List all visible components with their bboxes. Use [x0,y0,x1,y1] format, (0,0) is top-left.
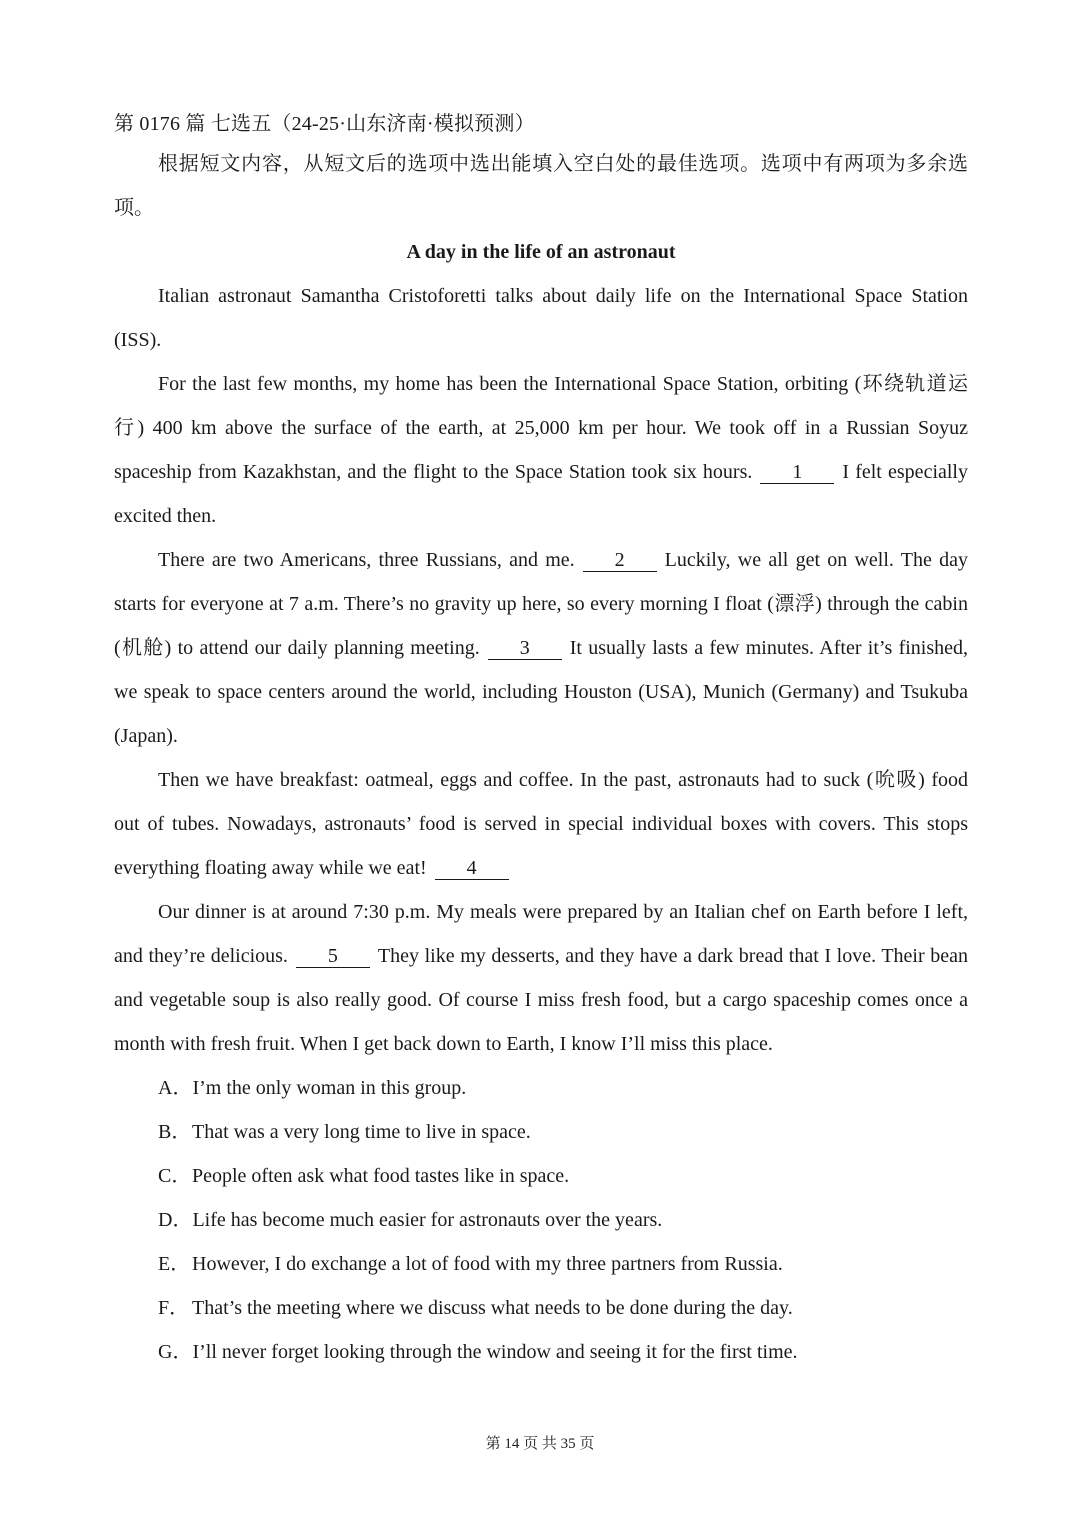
paragraph-text: For the last few months, my home has been the International Space Station, orbiting (环绕轨道运行) 400 km above the surface of the earth, at 25,000 km per hour. We took off in a Russian Soyuz spaceship from Kazakhstan, and the flight to the Space Station took six hours. [114,373,968,483]
passage-intro: Italian astronaut Samantha Cristoforetti talks about daily life on the International Space Station (ISS). [114,285,968,351]
answer-blank-5[interactable]: 5 [296,945,370,968]
answer-blank-2[interactable]: 2 [583,549,657,572]
passage-paragraph-2 [114,538,968,758]
option-g [114,1330,968,1374]
option-f [114,1286,968,1330]
option-text: I’ll never forget looking through the window and seeing it for the first time. [192,1341,798,1363]
option-text: That’s the meeting where we discuss what needs to be done during the day. [192,1297,793,1319]
option-b [114,1110,968,1154]
paragraph-text: It usually lasts a few minutes. After it’s finished, we speak to space centers around the world, including Houston (USA), Munich (Germany) and Tsukuba (Japan). [114,637,969,747]
option-letter: D． [158,1209,193,1231]
option-text: People often ask what food tastes like in space. [192,1165,570,1187]
option-text: However, I do exchange a lot of food with my three partners from Russia. [192,1253,783,1275]
option-d [114,1198,968,1242]
option-e [114,1242,968,1286]
document-page [114,106,968,1374]
option-a [114,1066,968,1110]
option-letter: F． [158,1297,190,1319]
answer-options-list [114,1066,968,1374]
page-footer: 第 14 页 共 35 页 [485,1436,595,1452]
option-letter: A． [158,1077,193,1099]
option-text: I’m the only woman in this group. [192,1077,467,1099]
option-c [114,1154,968,1198]
paragraph-text: Our dinner is at around 7:30 p.m. My meals were prepared by an Italian chef on Earth before I left, and they’re delicious. [114,901,968,967]
paragraph-text: Luckily, we all get on well. The day starts for everyone at 7 a.m. There’s no gravity up here, so every morning I float (漂浮) through the cabin (机舱) to attend our daily planning meeting. [114,549,968,659]
option-text: Life has become much easier for astronauts over the years. [192,1209,663,1231]
paragraph-text: Then we have breakfast: oatmeal, eggs and coffee. In the past, astronauts had to suck (吮吸) food out of tubes. Nowadays, astronauts’ food is served in special individual boxes with covers. This stops everything floating away while we eat! [114,769,968,879]
answer-blank-4[interactable]: 4 [435,857,509,880]
paragraph-text: They like my desserts, and they have a dark bread that I love. Their bean and vegetable soup is also really good. Of course I miss fresh food, but a cargo spaceship comes once a month with fresh fruit. When I get back down to Earth, I know I’ll miss this place. [114,945,968,1055]
option-text: That was a very long time to live in space. [192,1121,531,1143]
passage-title: A day in the life of an astronaut [406,241,676,263]
option-letter: G． [158,1341,193,1363]
passage-paragraph-4 [114,890,968,1066]
option-letter: C． [158,1165,192,1187]
answer-blank-1[interactable]: 1 [760,461,834,484]
instruction-text: 根据短文内容，从短文后的选项中选出能填入空白处的最佳选项。选项中有两项为多余选项。 [114,153,968,219]
passage-paragraph-1 [114,362,968,538]
paragraph-text: I felt especially excited then. [114,461,968,527]
paragraph-text: There are two Americans, three Russians, and me. [158,549,575,571]
option-letter: B． [158,1121,192,1143]
answer-blank-3[interactable]: 3 [488,637,562,660]
option-letter: E． [158,1253,191,1275]
passage-paragraph-3 [114,758,968,890]
question-heading: 第 0176 篇 七选五（24-25·山东济南·模拟预测） [114,113,535,135]
